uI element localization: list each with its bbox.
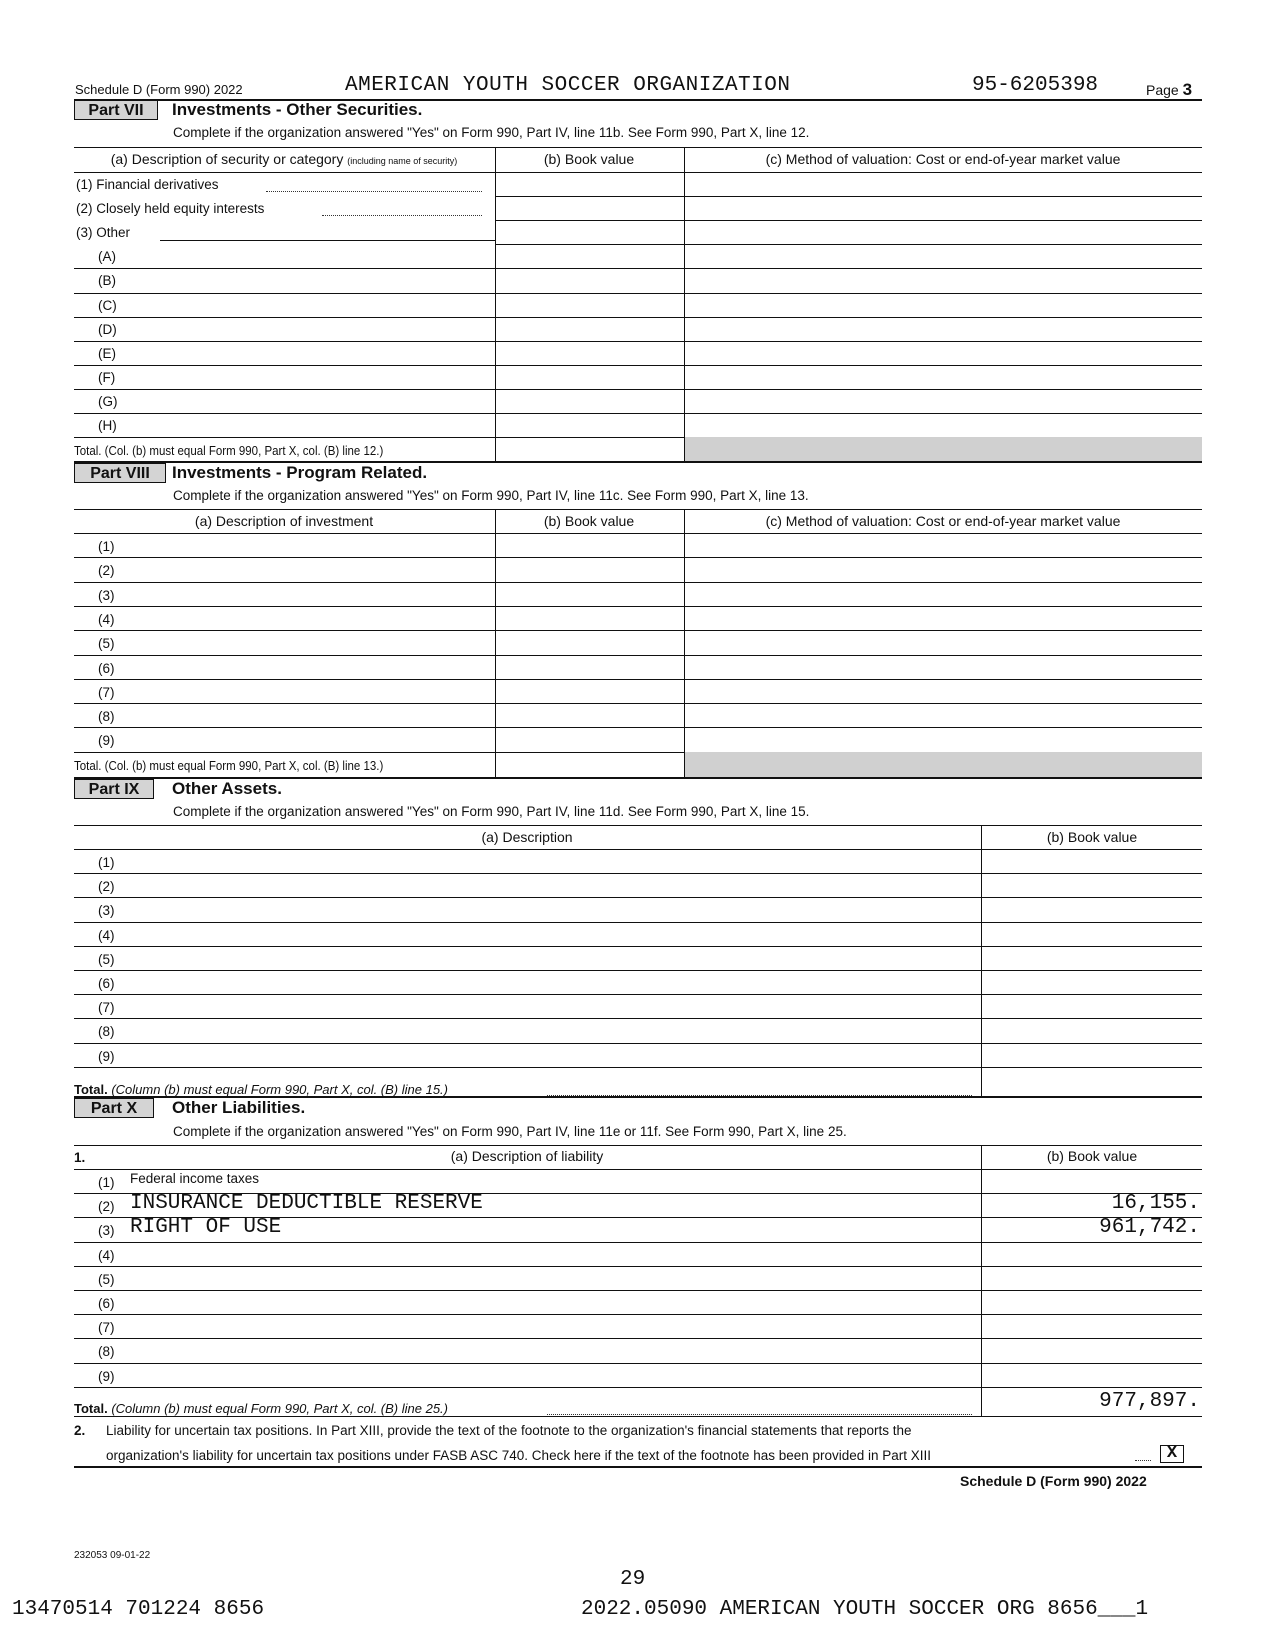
table-row-description: RIGHT OF USE — [130, 1216, 282, 1240]
table-row-rule — [74, 1242, 1202, 1243]
part10-line-number: 1. — [74, 1150, 86, 1165]
col-divider — [495, 509, 496, 777]
table-row-rule — [74, 1387, 1202, 1388]
total-bold: Total. — [74, 1082, 108, 1097]
part8-title: Investments - Program Related. — [172, 463, 428, 482]
part7-total-label: Total. (Col. (b) must equal Form 990, Part X, col. (B) line 12.) — [74, 444, 384, 458]
table-row-rule — [74, 946, 1202, 947]
part7-label: Part VII — [74, 100, 158, 120]
table-row-label: (7) — [98, 1000, 115, 1016]
footer-batch-left: 13470514 701224 8656 — [12, 1598, 265, 1621]
rule — [74, 825, 1202, 826]
part9-note: Complete if the organization answered "Yes" on Form 990, Part IV, line 11d. See Form 990, Part X, line 15. — [173, 804, 810, 819]
table-row-label: (G) — [98, 393, 118, 409]
table-row-label: (5) — [98, 951, 115, 967]
table-row-label: (8) — [98, 709, 115, 725]
col-divider — [981, 1145, 982, 1416]
table-row-label: (7) — [98, 684, 115, 700]
table-row-rule — [74, 606, 1202, 607]
table-row-value: 961,742. — [1099, 1216, 1200, 1240]
table-row-label: (6) — [98, 976, 115, 991]
table-row-rule — [74, 1338, 1202, 1339]
table-row-label: (3) Other — [76, 225, 131, 241]
ein: 95-6205398 — [972, 74, 1099, 97]
leader-dots — [1135, 1460, 1151, 1461]
table-row-rule — [74, 873, 1202, 874]
table-row-number: (5) — [98, 1271, 115, 1287]
table-row-label: (F) — [98, 369, 116, 385]
footnote-checkbox[interactable]: X — [1160, 1445, 1184, 1463]
table-row-description: INSURANCE DEDUCTIBLE RESERVE — [130, 1192, 483, 1216]
table-row-number: (2) — [98, 1199, 115, 1215]
part10-note: Complete if the organization answered "Yes" on Form 990, Part IV, line 11e or 11f. See Form 990, Part X, line 25. — [173, 1124, 847, 1139]
table-row-value: 16,155. — [1111, 1192, 1200, 1216]
fill-line — [160, 240, 495, 241]
table-row-rule — [74, 557, 1202, 558]
table-row-rule — [74, 1266, 1202, 1267]
part8-note: Complete if the organization answered "Yes" on Form 990, Part IV, line 11c. See Form 990, Part X, line 13. — [173, 488, 809, 503]
rule — [74, 1169, 1202, 1170]
leader-dots — [547, 1414, 972, 1415]
shaded-cell — [685, 752, 1202, 777]
table-row-label: (2) Closely held equity interests — [76, 201, 265, 217]
table-row-rule — [495, 196, 1202, 197]
table-row-label: (2) — [98, 879, 115, 895]
table-row-rule — [74, 413, 1202, 414]
table-row-label: (1) — [98, 855, 115, 870]
table-row-rule — [74, 293, 1202, 294]
total-rest: (Column (b) must equal Form 990, Part X, col. (B) line 15.) — [111, 1082, 449, 1097]
part9-col-b-header: (b) Book value — [1046, 829, 1138, 845]
col-a-text: (a) Description of security or category — [110, 151, 344, 167]
total-rest: (Column (b) must equal Form 990, Part X, col. (B) line 25.) — [111, 1401, 449, 1416]
table-row-rule — [74, 1314, 1202, 1315]
table-row-rule — [74, 365, 1202, 366]
part7-col-b-header: (b) Book value — [543, 151, 635, 167]
table-row-rule — [74, 655, 1202, 656]
rule — [74, 533, 1202, 534]
part10-total-value: 977,897. — [1099, 1390, 1200, 1413]
table-row-rule — [74, 1067, 1202, 1068]
table-row-number: (3) — [98, 1223, 115, 1239]
footer-page-number: 29 — [620, 1568, 646, 1591]
table-row-label: (C) — [98, 297, 117, 313]
part9-label: Part IX — [74, 779, 154, 799]
col-divider — [981, 825, 982, 1096]
rule — [74, 849, 1202, 850]
table-row-label: (4) — [98, 927, 115, 943]
part7-col-a-header — [74, 151, 494, 167]
part7-col-c-header: (c) Method of valuation: Cost or end-of-year market value — [765, 151, 1121, 167]
table-row-number: (8) — [98, 1344, 115, 1360]
table-row-label: (8) — [98, 1024, 115, 1040]
leader-dots — [266, 191, 482, 192]
part8-col-b-header: (b) Book value — [543, 513, 635, 529]
col-divider — [684, 509, 685, 777]
table-row-label: (5) — [98, 636, 115, 652]
table-row-label: (9) — [98, 733, 115, 749]
page-number: 3 — [1182, 80, 1193, 99]
table-row-number: (9) — [98, 1368, 115, 1384]
table-row-number: (6) — [98, 1296, 115, 1311]
table-row-label: (9) — [98, 1048, 115, 1064]
line2-text-1: Liability for uncertain tax positions. In Part XIII, provide the text of the footnote to the organization's financial statements that reports the — [106, 1423, 912, 1438]
rule — [74, 1145, 1202, 1146]
table-row-rule — [74, 1018, 1202, 1019]
rule — [74, 1466, 1202, 1468]
table-row-rule — [74, 389, 1202, 390]
table-row-label: (6) — [98, 660, 115, 676]
col-divider — [684, 147, 685, 461]
table-row-rule — [74, 994, 1202, 995]
organization-name: AMERICAN YOUTH SOCCER ORGANIZATION — [345, 74, 791, 97]
col-divider — [495, 147, 496, 461]
table-row-label: (H) — [98, 418, 117, 433]
table-row-rule — [74, 1043, 1202, 1044]
footer-form-label: Schedule D (Form 990) 2022 — [960, 1473, 1147, 1489]
part10-total-label — [74, 1401, 448, 1416]
table-row-rule — [74, 679, 1202, 680]
shaded-cell — [685, 437, 1202, 461]
table-row-rule — [74, 1363, 1202, 1364]
part9-total-label — [74, 1082, 448, 1097]
table-row-rule — [74, 703, 1202, 704]
table-row-rule — [74, 317, 1202, 318]
part10-label: Part X — [74, 1098, 154, 1118]
line2-number: 2. — [74, 1423, 86, 1438]
table-row-rule — [74, 268, 1202, 269]
total-bold: Total. — [74, 1401, 108, 1416]
table-row-rule — [74, 630, 1202, 631]
table-row-label: (1) — [98, 539, 115, 554]
table-row-label: (D) — [98, 321, 117, 337]
table-row-rule — [495, 244, 1202, 245]
table-row-label: (4) — [98, 611, 115, 627]
table-row-label: (B) — [98, 273, 116, 289]
table-row-rule — [74, 1290, 1202, 1291]
table-row-label: (2) — [98, 563, 115, 579]
footer-batch-right: 2022.05090 AMERICAN YOUTH SOCCER ORG 8656___1 — [581, 1598, 1149, 1621]
table-row-rule — [74, 970, 1202, 971]
part10-col-b-header: (b) Book value — [1046, 1148, 1138, 1164]
part10-title: Other Liabilities. — [172, 1098, 306, 1117]
table-row-label: (1) Financial derivatives — [76, 177, 219, 192]
part10-col-a-header: (a) Description of liability — [450, 1148, 604, 1164]
col-a-small: (including name of security) — [347, 156, 458, 166]
table-row-rule — [495, 220, 1202, 221]
rule — [74, 509, 1202, 510]
page-indicator — [1146, 80, 1192, 100]
page-prefix: Page — [1146, 82, 1179, 98]
table-row-label: (A) — [98, 249, 116, 265]
table-row-number: (4) — [98, 1247, 115, 1263]
table-row-rule — [74, 582, 1202, 583]
part9-title: Other Assets. — [172, 779, 282, 798]
part8-col-a-header: (a) Description of investment — [194, 513, 374, 529]
table-row-rule — [74, 922, 1202, 923]
rule — [74, 172, 1202, 173]
form-label: Schedule D (Form 990) 2022 — [75, 82, 243, 97]
table-row-label: (E) — [98, 345, 116, 361]
part7-note: Complete if the organization answered "Yes" on Form 990, Part IV, line 11b. See Form 990, Part X, line 12. — [173, 125, 810, 140]
table-row-description: Federal income taxes — [130, 1171, 260, 1186]
line2-text-2: organization's liability for uncertain tax positions under FASB ASC 740. Check here if the text of the footnote has been provided in Part XIII — [106, 1448, 932, 1463]
table-row-rule — [74, 897, 1202, 898]
footer-code: 232053 09-01-22 — [74, 1550, 151, 1561]
table-row-label: (3) — [98, 587, 115, 603]
rule — [74, 1416, 1202, 1417]
table-row-number: (7) — [98, 1320, 115, 1336]
leader-dots — [322, 215, 482, 216]
part8-col-c-header: (c) Method of valuation: Cost or end-of-year market value — [765, 513, 1121, 529]
part7-title: Investments - Other Securities. — [172, 100, 423, 119]
part9-col-a-header: (a) Description — [481, 829, 573, 845]
part8-label: Part VIII — [74, 463, 166, 483]
rule — [74, 147, 1202, 148]
table-row-number: (1) — [98, 1175, 115, 1190]
part8-total-label: Total. (Col. (b) must equal Form 990, Part X, col. (B) line 13.) — [74, 759, 384, 773]
table-row-rule — [74, 727, 1202, 728]
table-row-label: (3) — [98, 903, 115, 919]
table-row-rule — [74, 341, 1202, 342]
